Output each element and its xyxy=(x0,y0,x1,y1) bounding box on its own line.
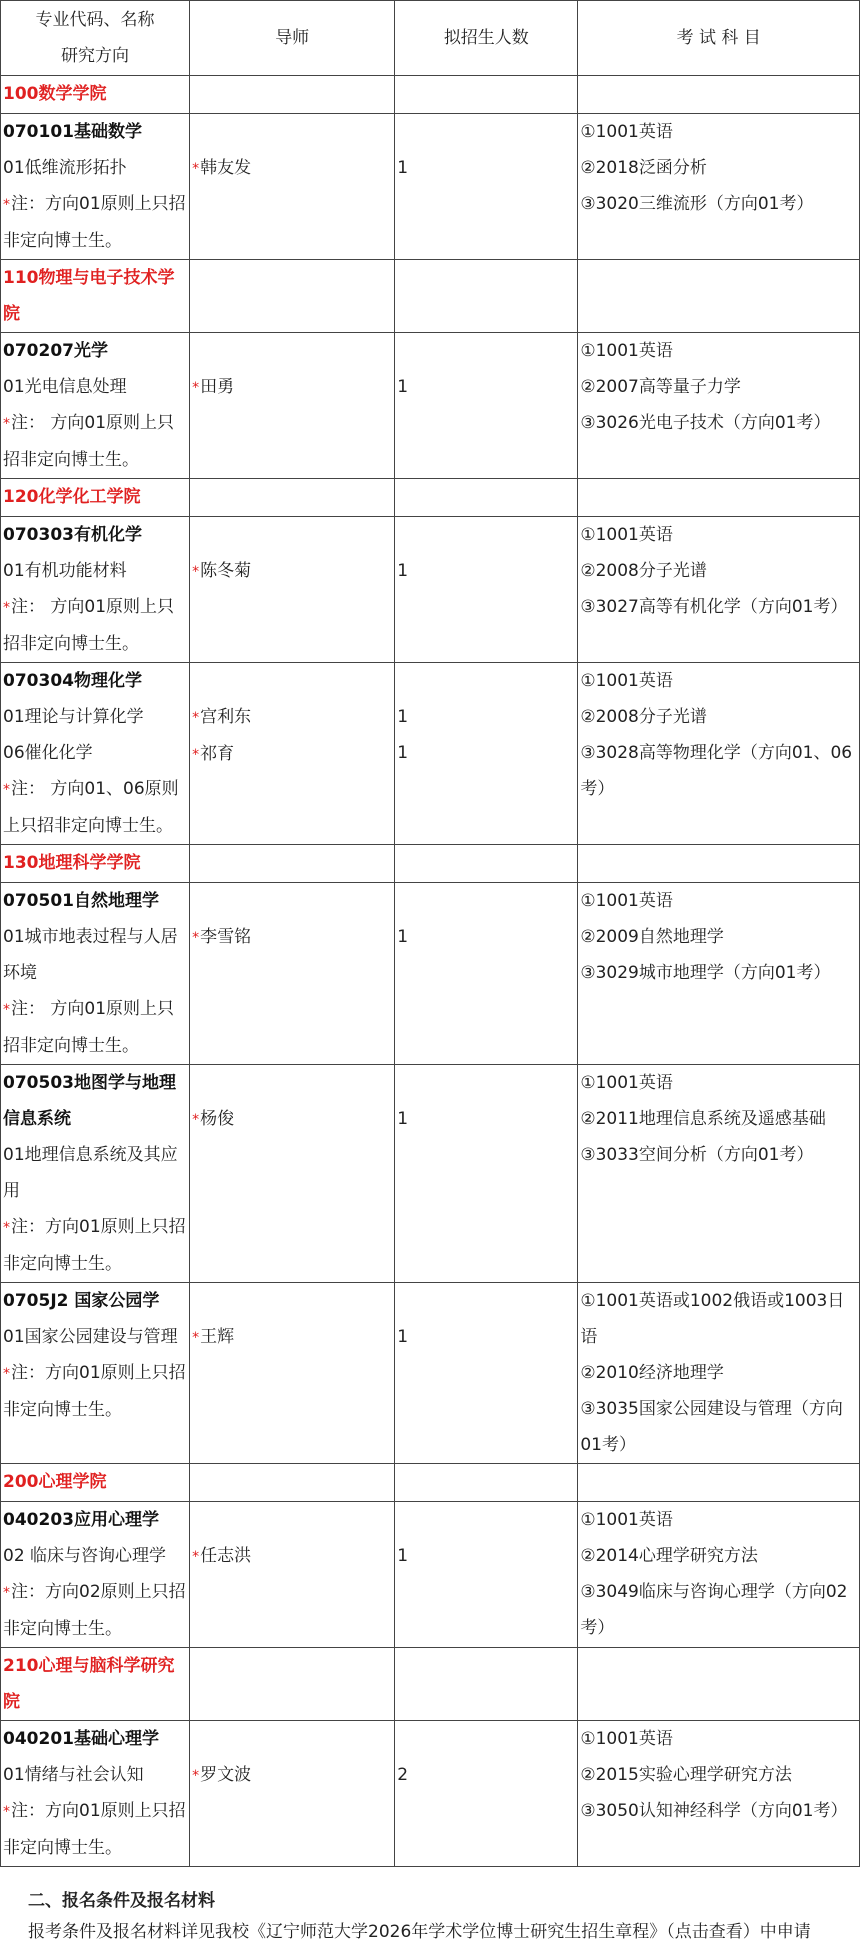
direction: 01有机功能材料 xyxy=(3,561,127,581)
asterisk-icon: * xyxy=(192,380,200,396)
note xyxy=(3,589,187,662)
advisor-cell xyxy=(190,1065,395,1283)
asterisk-icon: * xyxy=(3,197,10,213)
exam-subject: ①1001英语 xyxy=(580,341,673,361)
empty-cell xyxy=(395,845,578,883)
header-advisor: 导师 xyxy=(190,1,395,76)
major-row xyxy=(1,883,860,1065)
section-text: 报考条件及报名材料详见我校《辽宁师范大学2026年学术学位博士研究生招生章程》（点击查看）中申请 xyxy=(28,1922,811,1942)
college-cell xyxy=(1,1648,190,1721)
major-row xyxy=(1,333,860,479)
empty-cell xyxy=(395,479,578,517)
count: 2 xyxy=(397,1765,409,1785)
count: 1 xyxy=(397,1109,409,1129)
exam-subject: ③3020三维流形（方向01考） xyxy=(580,194,814,214)
advisor xyxy=(192,919,392,956)
advisor xyxy=(192,736,392,773)
major-cell xyxy=(1,663,190,845)
major-cell xyxy=(1,883,190,1065)
count: 1 xyxy=(397,1327,409,1347)
note-text: 注：方向01原则上只招非定向博士生。 xyxy=(3,1363,186,1420)
count-cell xyxy=(395,333,578,479)
college-cell xyxy=(1,76,190,114)
empty-cell xyxy=(395,76,578,114)
exam-subject: ①1001英语 xyxy=(580,671,673,691)
major-title: 070503地图学与地理信息系统 xyxy=(3,1073,176,1129)
major-title: 040203应用心理学 xyxy=(3,1510,159,1530)
exam-subject: ①1001英语 xyxy=(580,1073,673,1093)
exam-subject: ②2011地理信息系统及遥感基础 xyxy=(580,1109,826,1129)
empty-cell xyxy=(578,845,860,883)
advisor-name: 任志洪 xyxy=(200,1546,252,1566)
count-cell xyxy=(395,114,578,260)
exam-subject: ②2015实验心理学研究方法 xyxy=(580,1765,792,1785)
exam-cell xyxy=(578,1065,860,1283)
advisor-name: 李雪铭 xyxy=(200,927,252,947)
major-title: 070303有机化学 xyxy=(3,525,142,545)
exam-subject: ③3033空间分析（方向01考） xyxy=(580,1145,814,1165)
asterisk-icon: * xyxy=(192,930,200,946)
advisor-name: 田勇 xyxy=(200,377,235,397)
asterisk-icon: * xyxy=(3,1220,10,1236)
empty-cell xyxy=(395,1648,578,1721)
major-title: 040201基础心理学 xyxy=(3,1729,159,1749)
count-cell xyxy=(395,883,578,1065)
empty-cell xyxy=(190,1464,395,1502)
direction: 01国家公园建设与管理 xyxy=(3,1327,178,1347)
college-cell xyxy=(1,479,190,517)
exam-subject: ③3035国家公园建设与管理（方向01考） xyxy=(580,1399,843,1455)
major-cell xyxy=(1,1502,190,1648)
exam-subject: ③3026光电子技术（方向01考） xyxy=(580,413,831,433)
empty-cell xyxy=(395,260,578,333)
advisor-name: 王辉 xyxy=(200,1327,235,1347)
note-text: 注：方向01原则上只招非定向博士生。 xyxy=(3,1217,186,1274)
asterisk-icon: * xyxy=(192,1112,200,1128)
empty-cell xyxy=(190,76,395,114)
note xyxy=(3,186,187,259)
note-text: 注： 方向01原则上只招非定向博士生。 xyxy=(3,597,175,654)
exam-cell xyxy=(578,114,860,260)
header-count: 拟招生人数 xyxy=(395,1,578,76)
exam-cell xyxy=(578,1502,860,1648)
direction: 02 临床与咨询心理学 xyxy=(3,1546,167,1566)
note-text: 注：方向02原则上只招非定向博士生。 xyxy=(3,1582,186,1639)
advisor-cell xyxy=(190,663,395,845)
college-name: 130地理科学学院 xyxy=(3,853,141,873)
asterisk-icon: * xyxy=(192,710,200,726)
count: 1 xyxy=(397,561,409,581)
note xyxy=(3,1574,187,1647)
advisor xyxy=(192,1319,392,1356)
advisor-name: 罗文波 xyxy=(200,1765,252,1785)
advisor-cell xyxy=(190,517,395,663)
advisor-cell xyxy=(190,333,395,479)
note-text: 注：方向01原则上只招非定向博士生。 xyxy=(3,1801,186,1858)
asterisk-icon: * xyxy=(192,161,200,177)
exam-subject: ①1001英语 xyxy=(580,1510,673,1530)
exam-subject: ①1001英语 xyxy=(580,122,673,142)
note xyxy=(3,991,187,1064)
exam-subject: ②2008分子光谱 xyxy=(580,561,707,581)
asterisk-icon: * xyxy=(3,416,10,432)
advisor xyxy=(192,1101,392,1138)
exam-subject: ①1001英语 xyxy=(580,525,673,545)
header-exams: 考 试 科 目 xyxy=(578,1,860,76)
asterisk-icon: * xyxy=(3,1585,10,1601)
major-title: 070207光学 xyxy=(3,341,108,361)
advisor-cell xyxy=(190,883,395,1065)
advisor xyxy=(192,1538,392,1575)
advisor-name: 陈冬菊 xyxy=(200,561,252,581)
count-cell xyxy=(395,1065,578,1283)
asterisk-icon: * xyxy=(3,1366,10,1382)
exam-subject: ②2007高等量子力学 xyxy=(580,377,741,397)
advisor xyxy=(192,699,392,736)
asterisk-icon: * xyxy=(3,782,10,798)
major-row xyxy=(1,114,860,260)
section-heading: 二、报名条件及报名材料 xyxy=(28,1891,215,1911)
college-name: 200心理学院 xyxy=(3,1472,107,1492)
advisor xyxy=(192,369,392,406)
empty-cell xyxy=(190,260,395,333)
asterisk-icon: * xyxy=(192,1549,200,1565)
note xyxy=(3,1209,187,1282)
exam-subject: ③3028高等物理化学（方向01、06考） xyxy=(580,743,853,799)
empty-cell xyxy=(578,260,860,333)
advisor-cell xyxy=(190,1283,395,1464)
major-row xyxy=(1,517,860,663)
note-text: 注： 方向01、06原则上只招非定向博士生。 xyxy=(3,779,179,836)
empty-cell xyxy=(190,479,395,517)
exam-cell xyxy=(578,517,860,663)
major-cell xyxy=(1,1065,190,1283)
major-title: 0705J2 国家公园学 xyxy=(3,1291,160,1311)
note xyxy=(3,1793,187,1866)
empty-cell xyxy=(578,76,860,114)
advisor xyxy=(192,1757,392,1794)
major-cell xyxy=(1,517,190,663)
asterisk-icon: * xyxy=(3,1804,10,1820)
exam-cell xyxy=(578,333,860,479)
exam-subject: ①1001英语或1002俄语或1003日语 xyxy=(580,1291,845,1347)
count-cell xyxy=(395,1283,578,1464)
advisor-name: 杨俊 xyxy=(200,1109,235,1129)
exam-subject: ②2010经济地理学 xyxy=(580,1363,724,1383)
advisor-name: 宫利东 xyxy=(200,707,252,727)
direction: 06催化化学 xyxy=(3,743,93,763)
college-cell xyxy=(1,1464,190,1502)
exam-cell xyxy=(578,663,860,845)
advisor-cell xyxy=(190,1502,395,1648)
major-cell xyxy=(1,114,190,260)
exam-subject: ③3027高等有机化学（方向01考） xyxy=(580,597,848,617)
major-title: 070101基础数学 xyxy=(3,122,142,142)
direction: 01理论与计算化学 xyxy=(3,707,144,727)
exam-cell xyxy=(578,1283,860,1464)
empty-cell xyxy=(578,1464,860,1502)
exam-subject: ③3049临床与咨询心理学（方向02考） xyxy=(580,1582,848,1638)
major-row xyxy=(1,1283,860,1464)
count: 1 xyxy=(397,377,409,397)
empty-cell xyxy=(578,1648,860,1721)
exam-subject: ③3050认知神经科学（方向01考） xyxy=(580,1801,848,1821)
college-name: 210心理与脑科学研究院 xyxy=(3,1656,175,1712)
asterisk-icon: * xyxy=(192,1768,200,1784)
asterisk-icon: * xyxy=(192,564,200,580)
advisor xyxy=(192,150,392,187)
asterisk-icon: * xyxy=(192,1330,200,1346)
major-row xyxy=(1,1502,860,1648)
college-row xyxy=(1,845,860,883)
empty-cell xyxy=(578,479,860,517)
asterisk-icon: * xyxy=(3,1002,10,1018)
exam-subject: ③3029城市地理学（方向01考） xyxy=(580,963,831,983)
advisor-cell xyxy=(190,1721,395,1867)
major-cell xyxy=(1,1283,190,1464)
count-cell xyxy=(395,663,578,845)
exam-subject: ①1001英语 xyxy=(580,891,673,911)
count: 1 xyxy=(397,743,409,763)
college-row xyxy=(1,479,860,517)
empty-cell xyxy=(395,1464,578,1502)
advisor-name: 韩友发 xyxy=(200,158,252,178)
direction: 01城市地表过程与人居环境 xyxy=(3,927,178,983)
exam-subject: ②2009自然地理学 xyxy=(580,927,724,947)
count: 1 xyxy=(397,158,409,178)
note-text: 注： 方向01原则上只招非定向博士生。 xyxy=(3,999,175,1056)
count: 1 xyxy=(397,927,409,947)
college-row xyxy=(1,260,860,333)
note xyxy=(3,405,187,478)
major-title: 070501自然地理学 xyxy=(3,891,159,911)
asterisk-icon: * xyxy=(3,600,10,616)
exam-subject: ②2014心理学研究方法 xyxy=(580,1546,758,1566)
count: 1 xyxy=(397,1546,409,1566)
asterisk-icon: * xyxy=(192,747,200,763)
direction: 01低维流形拓扑 xyxy=(3,158,127,178)
major-row xyxy=(1,663,860,845)
note xyxy=(3,1355,187,1428)
exam-subject: ①1001英语 xyxy=(580,1729,673,1749)
exam-subject: ②2018泛函分析 xyxy=(580,158,707,178)
advisor-cell xyxy=(190,114,395,260)
note-text: 注： 方向01原则上只招非定向博士生。 xyxy=(3,413,175,470)
direction: 01光电信息处理 xyxy=(3,377,127,397)
major-row xyxy=(1,1065,860,1283)
count-cell xyxy=(395,1721,578,1867)
college-name: 110物理与电子技术学院 xyxy=(3,268,175,324)
major-cell xyxy=(1,333,190,479)
count: 1 xyxy=(397,707,409,727)
advisor xyxy=(192,553,392,590)
college-row xyxy=(1,76,860,114)
exam-subject: ②2008分子光谱 xyxy=(580,707,707,727)
college-name: 120化学化工学院 xyxy=(3,487,141,507)
college-row xyxy=(1,1648,860,1721)
major-cell xyxy=(1,1721,190,1867)
empty-cell xyxy=(190,1648,395,1721)
empty-cell xyxy=(190,845,395,883)
college-row xyxy=(1,1464,860,1502)
direction: 01情绪与社会认知 xyxy=(3,1765,144,1785)
advisor-name: 祁育 xyxy=(200,744,235,764)
exam-cell xyxy=(578,1721,860,1867)
direction: 01地理信息系统及其应用 xyxy=(3,1145,178,1201)
count-cell xyxy=(395,1502,578,1648)
note xyxy=(3,771,187,844)
count-cell xyxy=(395,517,578,663)
college-name: 100数学学院 xyxy=(3,84,107,104)
major-row xyxy=(1,1721,860,1867)
exam-cell xyxy=(578,883,860,1065)
header-major: 专业代码、名称 研究方向 xyxy=(1,1,190,76)
college-cell xyxy=(1,845,190,883)
header-row xyxy=(1,1,860,76)
note-text: 注：方向01原则上只招非定向博士生。 xyxy=(3,194,186,251)
major-title: 070304物理化学 xyxy=(3,671,142,691)
college-cell xyxy=(1,260,190,333)
